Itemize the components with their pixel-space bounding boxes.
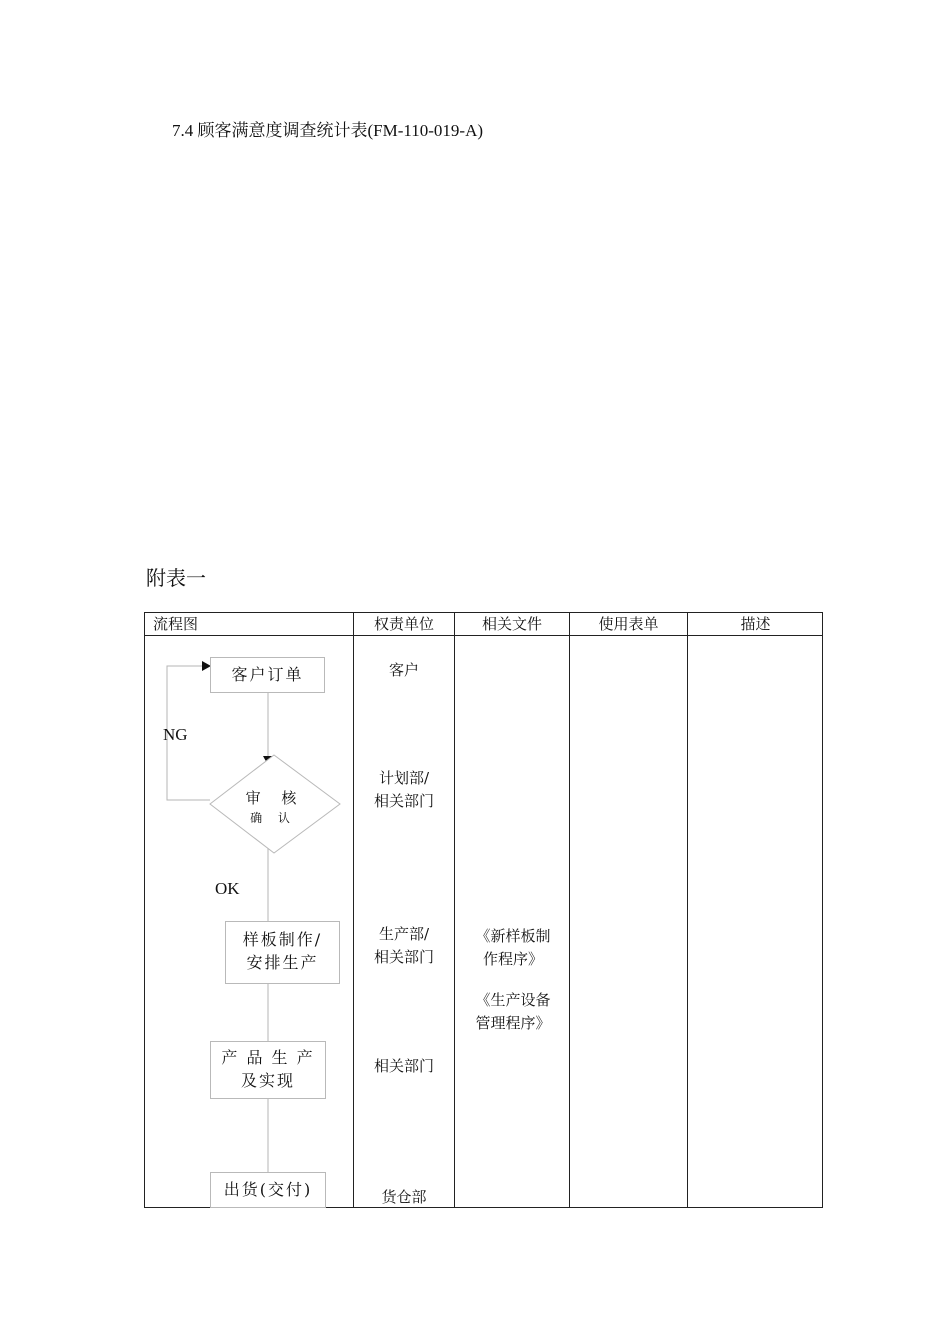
sample-line2: 安排生产 xyxy=(246,953,319,972)
column-divider xyxy=(569,613,570,1207)
responsible-production xyxy=(354,923,454,969)
flowchart-connectors xyxy=(145,613,353,1209)
header-flowchart: 流程图 xyxy=(153,615,199,633)
document-2-line1: 《生产设备 xyxy=(475,991,551,1009)
responsible-related-dept: 相关部门 xyxy=(373,1057,434,1075)
ng-label: NG xyxy=(163,725,188,744)
header-responsible-unit: 权责单位 xyxy=(373,615,434,633)
production-line2: 及实现 xyxy=(240,1071,295,1090)
document-equipment-procedure xyxy=(457,989,569,1035)
responsible-customer: 客户 xyxy=(388,661,419,679)
document-1-line2: 作程序》 xyxy=(482,950,543,968)
appendix-title: 附表一 xyxy=(146,566,206,590)
customer-order-box: 客户订单 xyxy=(210,657,325,693)
review-label-line2: 确 认 xyxy=(250,811,296,825)
ok-label: OK xyxy=(215,879,240,898)
document-2-line2: 管理程序》 xyxy=(475,1014,551,1032)
responsible-production-line2: 相关部门 xyxy=(373,948,434,966)
document-1-line1: 《新样板制 xyxy=(475,927,551,945)
review-label-line1: 审 核 xyxy=(245,789,305,807)
document-new-sample-procedure xyxy=(457,925,569,971)
process-flow-table xyxy=(144,612,823,1208)
column-divider xyxy=(687,613,688,1207)
responsible-warehouse: 货仓部 xyxy=(381,1188,427,1206)
header-forms-used: 使用表单 xyxy=(598,615,659,633)
shipment-box: 出货(交付) xyxy=(210,1172,326,1208)
sample-production-box xyxy=(225,921,340,984)
responsible-production-line1: 生产部/ xyxy=(378,925,430,943)
header-related-documents: 相关文件 xyxy=(481,615,542,633)
responsible-planning-line2: 相关部门 xyxy=(373,792,434,810)
section-heading: 7.4 顾客满意度调查统计表(FM-110-019-A) xyxy=(172,121,484,140)
production-box xyxy=(210,1041,326,1099)
responsible-planning xyxy=(354,767,454,813)
column-divider xyxy=(353,613,354,1207)
sample-line1: 样板制作/ xyxy=(242,930,323,949)
production-line1: 产 品 生 产 xyxy=(221,1048,315,1067)
responsible-planning-line1: 计划部/ xyxy=(378,769,430,787)
header-description: 描述 xyxy=(740,615,771,633)
column-divider xyxy=(454,613,455,1207)
